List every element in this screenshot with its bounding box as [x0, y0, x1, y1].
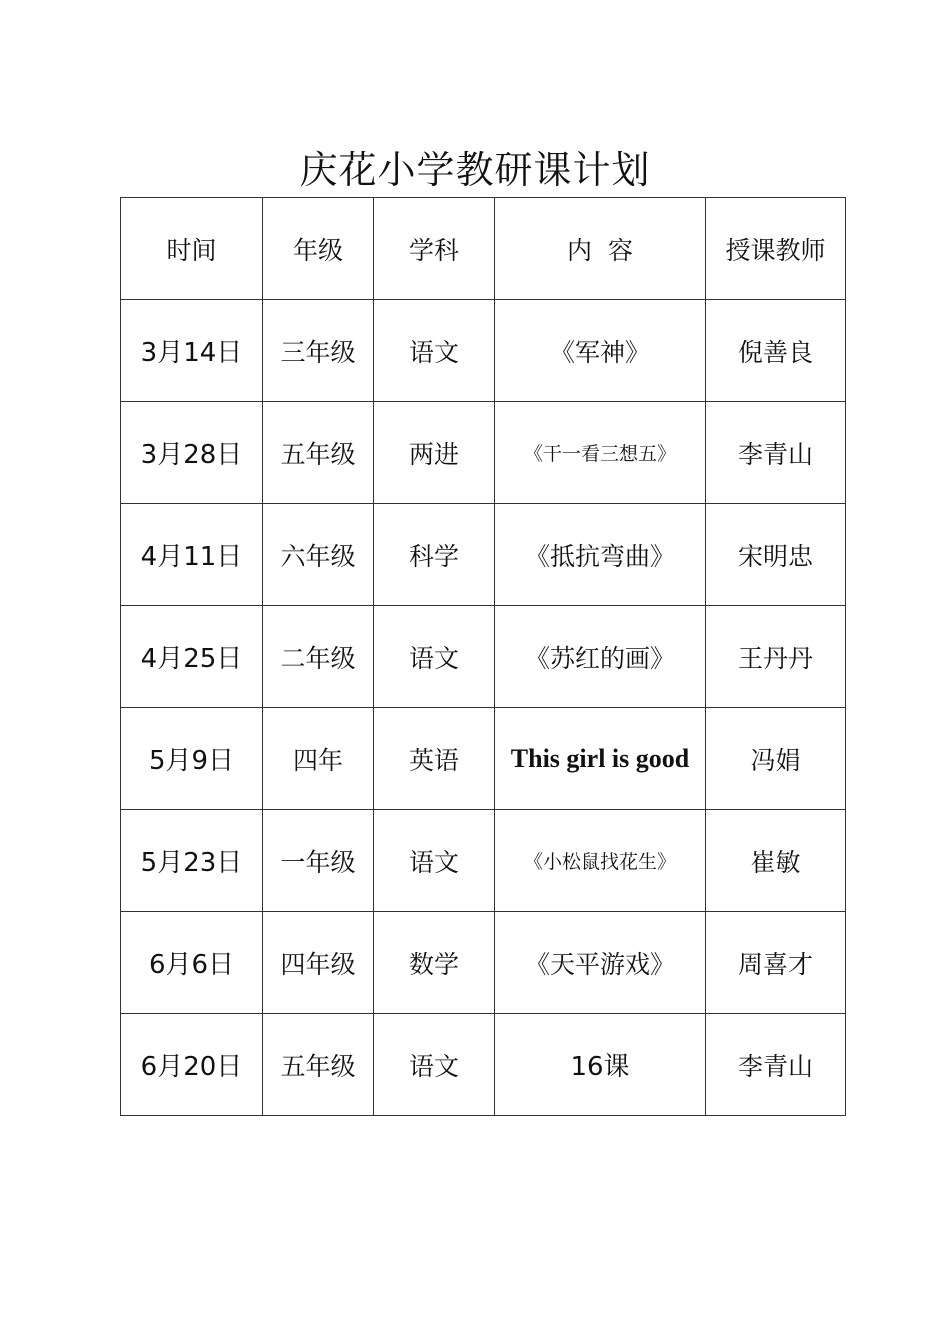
subject-cell: 语文 [374, 1014, 495, 1116]
date-cell: 3月14日 [121, 300, 263, 402]
content-cell: 《抵抗弯曲》 [495, 504, 706, 606]
teacher-cell: 王丹丹 [706, 606, 846, 708]
date-cell: 3月28日 [121, 402, 263, 504]
grade-cell: 四年 [263, 708, 374, 810]
date-cell: 6月6日 [121, 912, 263, 1014]
content-cell: 《干一看三想五》 [495, 402, 706, 504]
grade-cell: 四年级 [263, 912, 374, 1014]
table-row [121, 708, 846, 810]
grade-cell: 三年级 [263, 300, 374, 402]
grade-cell: 六年级 [263, 504, 374, 606]
teacher-cell: 冯娟 [706, 708, 846, 810]
subject-cell: 语文 [374, 810, 495, 912]
teacher-cell: 宋明忠 [706, 504, 846, 606]
table-row [121, 300, 846, 402]
date-cell: 6月20日 [121, 1014, 263, 1116]
subject-cell: 科学 [374, 504, 495, 606]
content-cell: This girl is good [495, 708, 706, 810]
table-row [121, 912, 846, 1014]
header-grade: 年级 [263, 198, 374, 300]
date-cell: 4月25日 [121, 606, 263, 708]
teacher-cell: 崔敏 [706, 810, 846, 912]
subject-cell: 语文 [374, 300, 495, 402]
date-cell: 5月9日 [121, 708, 263, 810]
page-title: 庆花小学教研课计划 [299, 148, 651, 192]
table-row [121, 606, 846, 708]
subject-cell: 英语 [374, 708, 495, 810]
date-cell: 4月11日 [121, 504, 263, 606]
content-cell: 《苏红的画》 [495, 606, 706, 708]
content-cell: 《小松鼠找花生》 [495, 810, 706, 912]
teacher-cell: 李青山 [706, 1014, 846, 1116]
table-row [121, 402, 846, 504]
grade-cell: 五年级 [263, 402, 374, 504]
grade-cell: 二年级 [263, 606, 374, 708]
grade-cell: 一年级 [263, 810, 374, 912]
table-row [121, 504, 846, 606]
header-row [121, 198, 846, 300]
header-teacher: 授课教师 [706, 198, 846, 300]
header-content: 内 容 [495, 198, 706, 300]
subject-cell: 两进 [374, 402, 495, 504]
header-subject: 学科 [374, 198, 495, 300]
teacher-cell: 李青山 [706, 402, 846, 504]
table-row [121, 810, 846, 912]
content-cell: 《军神》 [495, 300, 706, 402]
content-cell: 《天平游戏》 [495, 912, 706, 1014]
lesson-plan-table [120, 197, 846, 1116]
grade-cell: 五年级 [263, 1014, 374, 1116]
content-cell: 16课 [495, 1014, 706, 1116]
teacher-cell: 倪善良 [706, 300, 846, 402]
table-row [121, 1014, 846, 1116]
subject-cell: 数学 [374, 912, 495, 1014]
header-time: 时间 [121, 198, 263, 300]
subject-cell: 语文 [374, 606, 495, 708]
teacher-cell: 周喜才 [706, 912, 846, 1014]
date-cell: 5月23日 [121, 810, 263, 912]
